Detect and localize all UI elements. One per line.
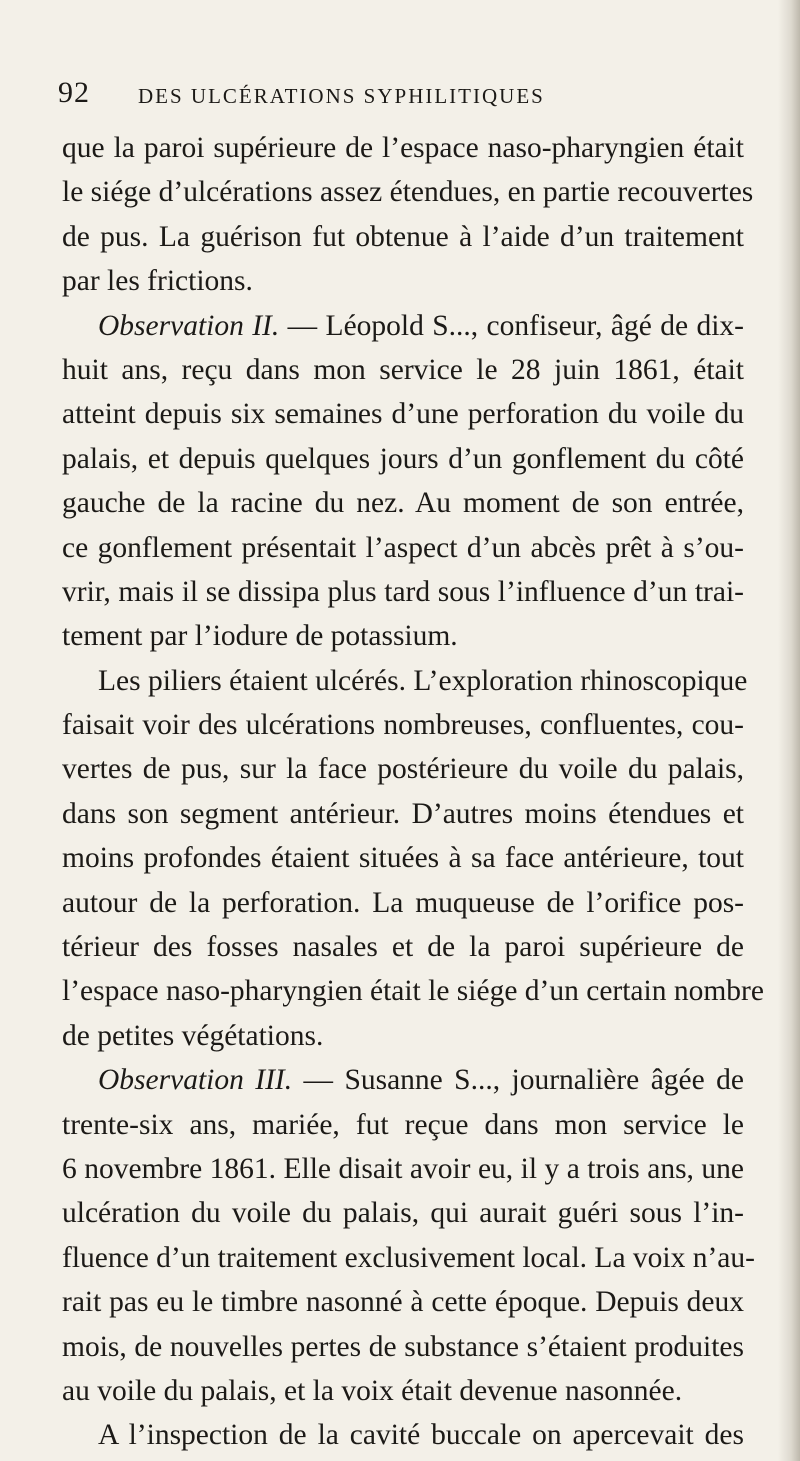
text-line-content: palais, et depuis quelques jours d’un gonflement du côté [62,442,744,475]
text-line-content: vertes de pus, sur la face postérieure du voile du palais, [62,753,744,786]
observation-title: Observation II. [98,309,280,342]
text-line-content: térieur des fosses nasales et de la paroi supérieure de [62,931,744,964]
text-line [62,969,764,1013]
text-line [62,215,744,259]
text-line-content: moins profondes étaient situées à sa face antérieure, tout [62,842,744,875]
text-line-content: l’espace naso-pharyngien était le siége d’un certain nombre [62,975,764,1008]
text-line-content: — Susanne S..., journalière âgée de [292,1064,744,1097]
body-text [62,126,764,1458]
text-line-content: au voile du palais, et la voix était devenue nasonnée. [62,1374,683,1407]
text-line [62,1058,744,1102]
text-line [62,1103,744,1147]
text-line [62,481,744,525]
text-line [62,259,744,303]
text-line [62,1014,744,1058]
text-line-content: vrir, mais il se dissipa plus tard sous l’influence d’un trai- [62,575,744,608]
text-line [62,703,744,747]
text-line-content: ce gonflement présentait l’aspect d’un abcès prêt à s’ou- [62,531,744,564]
text-line [62,1413,744,1457]
running-head: DES ULCÉRATIONS SYPHILITIQUES [138,84,545,108]
text-line [62,614,744,658]
text-line [62,925,744,969]
text-line-content: gauche de la racine du nez. Au moment de son entrée, [62,487,744,520]
text-line-content: que la paroi supérieure de l’espace naso-pharyngien était [62,132,744,164]
text-line [62,437,744,481]
text-line-content: — Léopold S..., confiseur, âgé de dix- [279,309,744,342]
observation-title: Observation III. [98,1064,293,1097]
text-line [62,1147,744,1191]
text-line-content: de petites végétations. [62,1019,324,1052]
text-line [62,659,748,703]
text-line-content: le siége d’ulcérations assez étendues, en partie recouvertes [62,176,754,209]
text-line [62,1280,744,1324]
text-line [62,304,744,348]
text-line [62,836,744,880]
text-line-content: dans son segment antérieur. D’autres moins étendues et [62,797,744,830]
text-line-content: huit ans, reçu dans mon service le 28 juin 1861, était [62,353,744,386]
text-line-content: 6 novembre 1861. Elle disait avoir eu, il y a trois ans, une [62,1152,744,1185]
text-line [62,747,744,791]
text-line-content: de pus. La guérison fut obtenue à l’aide d’un traitement [62,220,744,253]
text-line-content: faisait voir des ulcérations nombreuses, confluentes, cou- [62,709,744,742]
text-line-content: atteint depuis six semaines d’une perforation du voile du [62,398,744,431]
text-line-content: mois, de nouvelles pertes de substance s’étaient produites [62,1330,744,1363]
text-line [62,792,744,836]
text-line-content: rait pas eu le timbre nasonné à cette époque. Depuis deux [62,1286,744,1319]
text-line-content: ulcération du voile du palais, qui aurait guéri sous l’in- [62,1197,744,1230]
text-line [62,1325,744,1369]
text-line [62,1236,755,1280]
page-header [58,76,758,116]
text-line-content: fluence d’un traitement exclusivement local. La voix n’au- [62,1241,755,1274]
text-line-content: Les piliers étaient ulcérés. L’exploration rhinoscopique [98,664,748,697]
text-line-content: par les frictions. [62,265,253,298]
text-line [62,526,744,570]
text-line [62,392,744,436]
text-line [62,1191,744,1235]
text-line [62,1369,744,1413]
text-line-content: tement par l’iodure de potassium. [62,620,458,653]
page-edge-shadow [778,0,800,1461]
text-line-content: autour de la perforation. La muqueuse de l’orifice pos- [62,886,744,919]
text-line [62,170,754,214]
text-line [62,570,744,614]
text-line-content: trente-six ans, mariée, fut reçue dans mon service le [62,1108,744,1141]
page-number: 92 [58,76,90,109]
text-line [62,348,744,392]
text-line [62,126,744,170]
text-line [62,881,744,925]
text-line-content: A l’inspection de la cavité buccale on apercevait des [98,1419,744,1452]
